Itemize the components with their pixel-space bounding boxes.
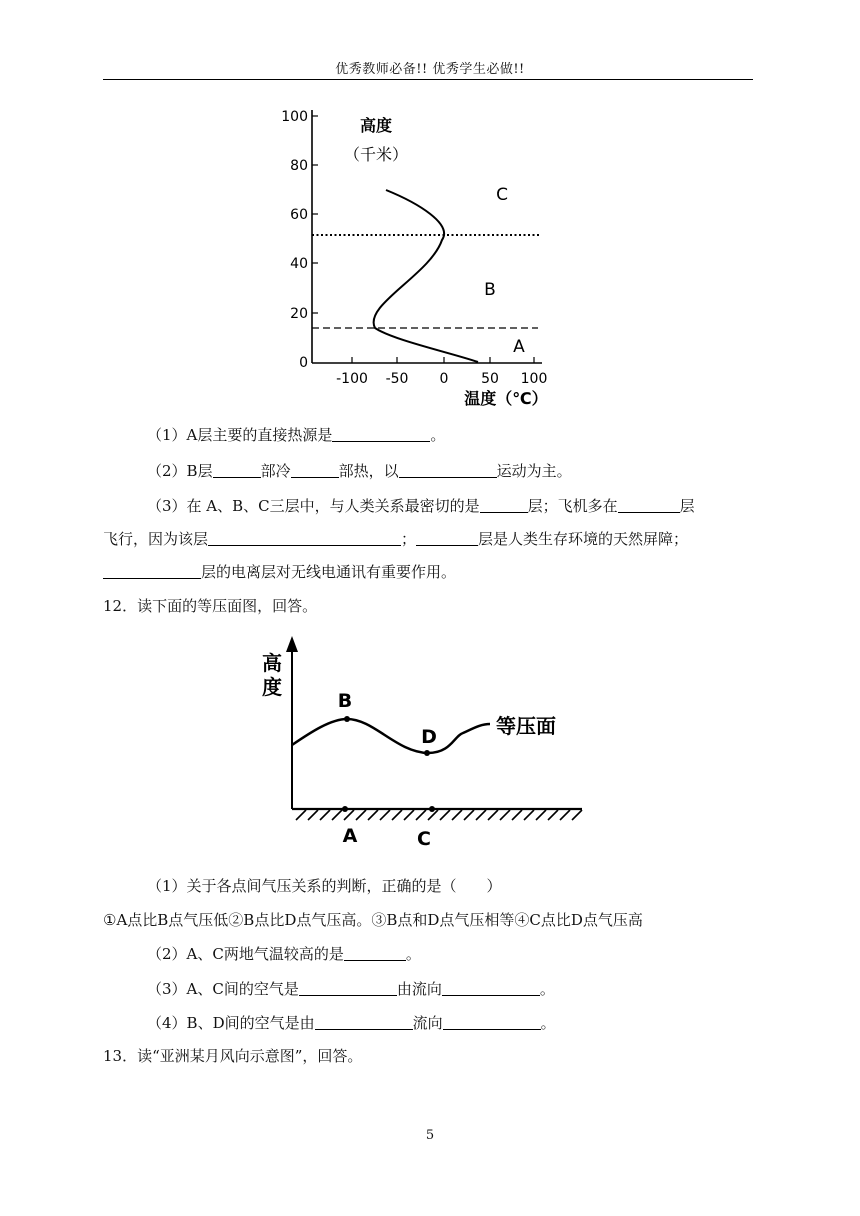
height-label-1: 高 <box>262 651 282 675</box>
q13-title: 13．读“亚洲某月风向示意图”，回答。 <box>103 1047 363 1065</box>
header-rule <box>103 79 753 80</box>
y-tick-label-100: 100 <box>281 109 308 125</box>
point-c-marker <box>429 806 435 812</box>
height-axis-arrow <box>286 636 298 652</box>
layer-b-label: B <box>484 280 496 300</box>
page-number: 5 <box>425 1128 435 1143</box>
x-tick-label-0: 0 <box>439 371 449 387</box>
x-tick-label-50: 50 <box>481 371 499 387</box>
height-label-2: 度 <box>262 675 282 699</box>
isobaric-surface-curve <box>292 719 490 753</box>
y-tick-label-0: 0 <box>299 355 308 371</box>
y-tick-label-80: 80 <box>290 158 308 174</box>
q11-part2: （2）B层 部冷 部热，以 运动为主。 <box>147 462 572 480</box>
answer-blank[interactable] <box>291 463 339 478</box>
point-b-marker <box>344 716 350 722</box>
q12-part4: （4）B、D间的空气是由 流向 。 <box>147 1014 556 1032</box>
answer-blank[interactable] <box>103 564 201 579</box>
q12-options: ①A点比B点气压低②B点比D点气压高。③B点和D点气压相等④C点比D点气压高 <box>103 911 643 929</box>
point-c-label: C <box>417 828 431 850</box>
q12-title: 12．读下面的等压面图，回答。 <box>103 597 318 615</box>
ground-hatching <box>296 810 582 820</box>
point-d-label: D <box>421 726 437 748</box>
answer-blank[interactable] <box>416 531 478 546</box>
y-axis-title: 高度 <box>359 116 393 135</box>
isobaric-surface-label: 等压面 <box>496 714 556 738</box>
atmosphere-temperature-figure <box>268 100 558 412</box>
x-tick-label-100: 100 <box>520 371 548 387</box>
layer-a-label: A <box>513 337 525 357</box>
temperature-curve <box>374 190 478 362</box>
answer-blank[interactable] <box>480 498 528 513</box>
y-tick-label-60: 60 <box>290 207 308 223</box>
answer-blank[interactable] <box>315 1015 413 1030</box>
answer-blank[interactable] <box>344 946 406 961</box>
answer-blank[interactable] <box>618 498 680 513</box>
q11-part3-line2: 飞行，因为该层 ； 层是人类生存环境的天然屏障； <box>103 530 689 548</box>
answer-blank[interactable] <box>332 427 430 442</box>
answer-blank[interactable] <box>399 463 497 478</box>
layer-c-label: C <box>496 185 508 205</box>
point-b-label: B <box>337 690 353 712</box>
y-axis-unit: （千米） <box>343 145 409 164</box>
q12-part1: （1）关于各点间气压关系的判断，正确的是（ ） <box>147 877 502 895</box>
x-axis-title: 温度（℃） <box>464 389 548 408</box>
q11-part3-line3: 层的电离层对无线电通讯有重要作用。 <box>103 562 456 582</box>
q12-part3: （3）A、C间的空气是 由流向 。 <box>147 980 555 998</box>
x-tick-label-n50: -50 <box>385 371 409 387</box>
answer-blank[interactable] <box>442 981 540 996</box>
answer-blank[interactable] <box>299 981 397 996</box>
answer-blank[interactable] <box>208 531 401 546</box>
q12-part2: （2）A、C两地气温较高的是 。 <box>147 945 421 963</box>
y-tick-label-20: 20 <box>290 306 308 322</box>
answer-blank[interactable] <box>443 1015 541 1030</box>
x-tick-label-n100: -100 <box>336 371 368 387</box>
q11-part3-line1: （3）在 A、B、C三层中，与人类关系最密切的是 层；飞机多在 层 <box>147 497 695 515</box>
answer-blank[interactable] <box>213 463 261 478</box>
q11-part1: （1）A层主要的直接热源是 。 <box>147 426 446 444</box>
isobaric-surface-figure <box>256 632 592 850</box>
point-a-marker <box>342 806 348 812</box>
point-a-label: A <box>342 825 358 847</box>
point-d-marker <box>424 750 430 756</box>
y-tick-label-40: 40 <box>290 256 308 272</box>
page-header: 优秀教师必备!! 优秀学生必做!! <box>335 62 525 77</box>
